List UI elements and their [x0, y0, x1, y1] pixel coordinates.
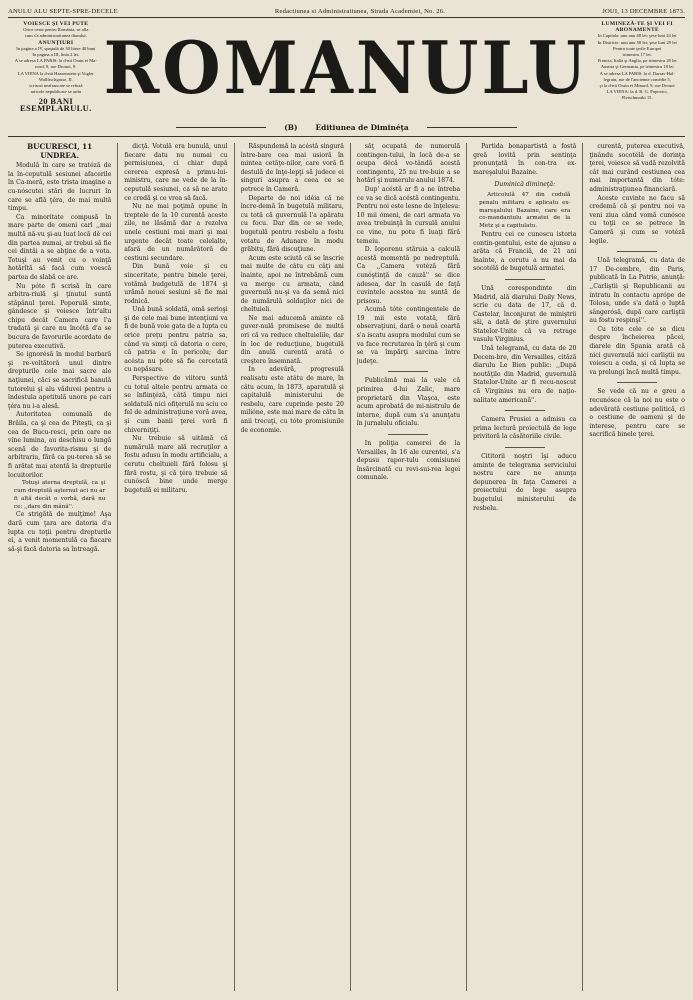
section-separator	[388, 371, 428, 372]
paragraph: Ca minoritate compusă în mare parte de omeni carl ,,mai multă nă-vu şi-au luat locă dĕ cei din partea numai, ar trebui să fie cei dintâi a se abţine de a vota. Totuşi au venit cu o voinţă hotărîtă să facă cum voescă partea de slabă ce are.	[8, 213, 112, 281]
paragraph: Cititorii noştri îşi aducu aminte de telegrama serviciului nostru care ne anunţa depunerea în faţa Camerei a proiectului de lege asupra bugetului ministerului de resbelu.	[473, 453, 577, 512]
edition-mark: (B)	[284, 123, 298, 132]
column-3	[241, 143, 344, 991]
right-box-line: In Capitala: unu anu 48 lei; şese luni 24 lei	[597, 33, 677, 39]
paragraph: Se ignorésă în modul barbară şi re-voltătoră unul dintre drepturile cele mai sacre ale naţiunei, căci se sacrifică banulă tutorelui şi alu văduvei pentru a îndestula apetitulă unora pe cari ţéra nu i-a alesă.	[8, 351, 112, 410]
right-box-line: Austria şi Germania, pe trimestru 18 lei	[600, 64, 674, 70]
paragraph: Ună telegramă, cu data de 17 De-cembre, din Paris, publicată în La Patrie, anunţă: ,,Carliştii şi Republicanii au intratu în contactu aprópe de Tolosa, unde s'a dată o luptă sângerósă, după care carliştii au fostu respinşi''.	[589, 257, 685, 325]
paragraph: Nu póte fi scrisă în care arbitra-riulă şi ţinutul suntă stăpânul ţerei. Poporulă simte, gândesce şi voiesce într'altu chipu decât Camera care l'a tradată şi care nu încétă d'a se bucura de favorurile acordate de puterea executivă.	[8, 282, 112, 350]
issue-date: JOUI, 13 DECEMBRE 1873.	[602, 8, 685, 15]
right-box-line: Francia, Italia şi Anglia, pe trimestru 20 lei	[597, 58, 677, 64]
paragraph: Publicămă mai la vale că primirea d-lui Zalic, mare proprietară din Vlaşca, este acum aprobată de mi-nistrulu de interne, după cum s'a anunţatu în jurnalulu oficialu.	[356, 377, 461, 428]
paragraph: dicţă. Votulă era bunulă, unul fiecare datu nu numai cu permisiunea, ci chiar după cererea expresă a primu-lui-ministru, care ne vede de la în-ceputulă sesiunei, ca să ne arate ce credă şi ce vrea să facă.	[124, 143, 228, 202]
column-4	[357, 143, 460, 991]
paragraph: Dup' acéstă ar fi a ne întreba ce va se dică acéstă contingentu. Pentru noi este lesne de înţelesu: 10 mii ómeni, de cari armata va avea trebuinţă în cursulă anului ce vine, nu potu fi luaţi fără temeiu.	[356, 185, 461, 245]
paragraph: Răspundemă la acéstă singură între-bare cea mai usioră în mintea cetăţe-nilor, care voră fi destulă de înţe-lepţi să judece ei singuri asupra a ceea ce se petrece în Cameră.	[240, 143, 344, 193]
quoted-article: Articolulă 47 din codulă penalu militaru e aplicatu ex-mareşalului Bazaine, care era co-mandantulu armatei de la Metz şi a capitulatu.	[479, 191, 571, 230]
paragraph: In adevără, progresulă realisatu este atâtu de mare, în câtu acum, în 1873, aparatulă şi capitalulă ministerului de resbelu, care cuprinde peste 20 milióne, este mai mare de câtu în anii trecuţi, cu tóte promisiunile de economie.	[240, 366, 344, 434]
paragraph: Pentru cei ce cunoscu istoria contin-gentului, este de ajunsu a arăta că Franciă, de 21 ani înainte, a cerutu a nu mai da socotélă de bugetulă armatei.	[473, 230, 577, 273]
left-rule	[176, 127, 266, 128]
left-box-line: In pagina a III, linia 2 lei.	[32, 52, 80, 58]
left-motto: VOIESCE ŞI VEI PUTE	[23, 21, 89, 27]
left-box-line: nord, 9, rue Drouot, 9.	[35, 64, 77, 70]
paragraph: D. Ioporenu stăruia a calculă acestă momentă pe nedreptulă. Ca ,,Camera votéză fără cunóştinţă de cauză'' se dice adesea, dar în casulă de faţă cuvintele acestea nu suntă de prisosu.	[356, 246, 461, 305]
section-separator	[505, 279, 545, 280]
paragraph: Ună corespondinte din Madrid, ală diarului Daily News, scrie cu data de 17, că d. Castelar, înconjurat de miniştrii săi, a dată de ştire guvernului Statelor-Unite că va retrage vasulu Virginius.	[473, 284, 577, 344]
paragraph: Nu trebuie să uitămă că numărulă mare ală recruţilor a fostu adusu în modu artificialu, a cerutu cheltuieli fără folosu şi fără rostu, şi că ţéra trebuie să cunóscă bine unde merge bugetulă ei militaru.	[124, 435, 228, 494]
left-box-line: A se adresa LA PARIS: la d-nii Orain et Ma-	[14, 58, 97, 64]
column-rule	[117, 143, 118, 991]
left-box-heading: ANUNŢIURI	[38, 39, 74, 46]
right-motto: LUMINEZĂ-TE ŞI VEI FI	[601, 21, 673, 27]
paragraph: Ună bună soldată, omă serioşi şi de cele mai bune intenţiuni va fi de bună voie gata de a lupta cu orice preţu pentru patria sa, când va simţi că datoria o cere, că patria e în pericolu; dar acésta nu póte să fie cercetată cu nepăsare.	[124, 306, 228, 374]
edition-name: Editiunea de Diminéţa	[315, 123, 409, 132]
column-rule	[466, 143, 467, 991]
paragraph: In poliţia camerei de la Versailles, în 16 ale curentei, s'a depusu rapor-tulu comisiunei însărcinată cu revi-sui-rea legei comunale.	[356, 440, 461, 482]
title-block	[104, 18, 590, 136]
section-subheading: Duminică dimineţă:	[494, 181, 556, 189]
paragraph: Ne mai aducemă aminte că guver-nulă promisese de multă ori că va reduce cheltuielile, dar în loc de reducţiune, bugetulă din anulă curentă arată o creştere însemnată.	[240, 314, 344, 365]
left-box-line: LA VIENA la d-nii Haasenstein şi Vogler	[17, 70, 94, 76]
section-separator	[617, 382, 657, 383]
paragraph: Partida bonapartistă a fostă greă lovită prin sentinţa pronunţată în con-tra ex-mareşalului Bazaine.	[473, 143, 577, 176]
paragraph: Ună telegramă, cu data de 20 Decem-bre, din Versailles, cităză diarulu Le Bien public: ,,După noutăţile din Madrid, guvernulă Statelor-Unite ar fi recu-noscut că Virginius nu era de naţio-nalitate americană''.	[473, 345, 577, 404]
paragraph: Aceste cuvinte ne facu să credemă că şi pentru noi va veni ziua când vomă cunósce cu toţii ce se petrece în Cameră şi cum se votéză legile.	[589, 194, 685, 245]
paragraph: Acumă tóte contingentele de 19 mii este votată, fără observaţiuni, dară o nouă ceartă s'a iscatu asupra modului cum se va face recrutarea în ţéră şi cum se va împărţi sarcina între judeţe.	[356, 306, 461, 365]
right-box-line: şi la d-nii Orain et Minard, 9, rue Drouot	[599, 83, 675, 89]
paragraph: săţ ocupată de numerulă contingen-tului, în locă de-a se ocupa décă vo-tândă acestă contingentu, 25 nu tre-buie a se hotărî şi numerulu anului 1874.	[356, 143, 461, 185]
left-box-line: cum s'a administratiunea diarului.	[24, 33, 87, 39]
column-rule	[582, 143, 583, 991]
header-strip	[8, 6, 685, 18]
editorial-address: Redactiunea si Administratiunea, Strada Academiei, No. 26.	[274, 8, 446, 15]
right-box-heading: ABONAMENTE	[615, 27, 660, 34]
paragraph: Camera Prusiei a admisu ca prima lectură proiectulă de lege privitoră la căsătoriile civile.	[473, 416, 577, 441]
right-box-line: A se adresa LA PARIS: la d. Darras-Hal-	[599, 70, 675, 76]
newspaper-title: ROMANULU	[103, 24, 590, 111]
newspaper-page	[8, 6, 685, 994]
footnote: Totuşi aterna dreptulă, ca şi cum dreptulă aşternut aci nu ar fi altă decât o vorbă, dară nu ce: ,,dare din mână''.	[14, 480, 106, 510]
right-box-line: trimestru 17 lei.	[622, 52, 652, 58]
paragraph: Perspective de viitoru suntă cu totul altele pentru armata ce se înfiinţéză, câtă timpu nici soldatulă nici ofiţerulă nu sciu ce fel de administraţiune voră avea, şi cum banii ţerei voră fi chiverniţiţi.	[124, 375, 228, 434]
left-box-line: scrisori neafrancate se refuză	[29, 83, 83, 89]
paragraph: Se vede că nu e greu a recunósce că la noi nu este o adevărată cestiune politică, ci o cestiune de oameni şi de interese, pentru care se sacrifică binele ţerei.	[589, 388, 685, 439]
left-box-line: articole nepublicate se ardu	[30, 89, 81, 95]
right-box-line: In Districte: unu anu 58 lei; şese luni 29 lei	[597, 39, 677, 45]
right-rule	[427, 127, 517, 128]
paragraph: Din bună voie şi cu sinceritate, pentru binele ţerei, votămă budgetulă de 1874 şi urămă nouei sesiuni să fie mai rodnică.	[124, 263, 228, 305]
right-box-line: legrain, rue de l'ancienne comédie 5,	[603, 76, 671, 82]
column-rule	[350, 143, 351, 991]
paragraph: Acum este sciută că se înscrie mai multe de câtu cu câţi ani înainte, apoi ne întrebămă cum va merge cu armata, când guvernulă nu-şi va da semă nici de numărulă soldaţilor nici de cheltuieli.	[240, 254, 344, 314]
issue-price: 20 BANI ESEMPLARULU.	[19, 96, 92, 113]
paragraph: Departe de noi idéia că ne încre-demă în bugetulă militaru, cu totă că guvernulă l'a apăratu cu focu. Dar din ce se vede, bugetulă pentru resbelu a fostu votatu de Adunare în modu grăbitu, fără discuţiune.	[240, 194, 344, 254]
right-box-line: Fleischmarkt 15.	[621, 95, 653, 101]
paragraph: Autoritatea comunală de Brăila, ca şi cea de Piteşti, ca şi cea de Bucu-resci, prin care ne vine lumina, au deschisu o lungă scenă de favorita-rismu şi de arbitrariu, fără ca pu-terea să se fi arătat mai atentă la drepturile locuitorilor.	[8, 411, 112, 479]
right-box-line: Pentru toate ţerile Europei	[613, 45, 662, 51]
column-1	[8, 143, 111, 991]
section-separator	[505, 447, 545, 448]
paragraph: Nu ne mai poţimă opune în treptele de la 10 curentă aceste zile, ne lăsămă dar a rezolva unele cestiuni mai mari şi mai urgente decât toate celelalte, afară de un numărătoră de cestiuni secundare.	[124, 203, 228, 262]
section-separator	[388, 434, 428, 435]
section-separator	[617, 251, 657, 252]
masthead	[8, 18, 685, 137]
column-rule	[234, 143, 235, 991]
edition-line	[104, 123, 590, 132]
column-6	[589, 143, 685, 991]
column-2	[124, 143, 227, 991]
left-box-line: In pagina a IV, spaţiulă de 30 litere 40 bani	[16, 45, 96, 51]
paragraph: Modulă în care se tratéză de la în-ceputulă sesiunei afacerile în Ca-meră, este trista imagine a cu-nóscutei stări de lucruri în care se află ţéra, de mai multă timpu.	[8, 162, 112, 213]
right-box-line: LA VIENA: la d. B. G. Popovici,	[606, 89, 668, 95]
advertising-box	[8, 18, 104, 136]
paragraph: curentă, puterea executivă, ţinându socotélă de dorinţa ţerei, voiesce să vadă rezolvită cât mai curând cestiunea cea mai importantă din tóte: administraţiunea financiară.	[589, 143, 685, 193]
section-separator	[505, 410, 545, 411]
left-box-line: Orice cerut pentru România, se afla	[23, 27, 89, 33]
column-5	[473, 143, 576, 991]
subscription-box	[589, 18, 685, 136]
paragraph: Cu tóte cele ce se dicu despre încheierea păcei, diarele din Spania arată că nici guvernulă nici carliştii nu voiescu a ceda, şi că lupta se va prelungi încă multă timpu.	[589, 325, 685, 376]
dateline-heading: BUCURESCI, 11 UNDREA.	[27, 143, 93, 160]
left-box-line: Wallfischgasse, II.	[38, 76, 73, 82]
article-columns	[8, 143, 685, 991]
volume-year: ANULU ALU SEPTE-SPRE-DECELE	[8, 8, 118, 15]
paragraph: Ce strigătă de mulţime! Aşa dară cum ţara are datoria d'a lupta cu toţii pentru drepturile ei, a venit momentulă ca fiacare să-şi facă datoria sa întreagă.	[8, 511, 112, 553]
